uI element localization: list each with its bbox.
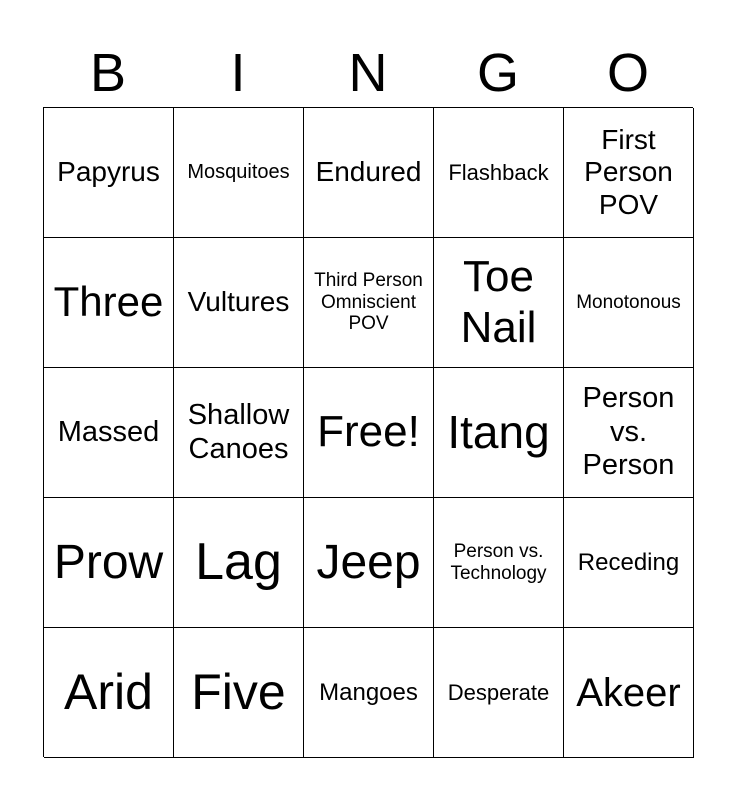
bingo-cell[interactable] [564,628,694,758]
bingo-cell[interactable] [44,368,174,498]
bingo-cell[interactable] [304,628,434,758]
bingo-cell[interactable] [174,238,304,368]
bingo-cell[interactable] [44,108,174,238]
bingo-cell-text: Person vs. Person [582,382,675,482]
bingo-cell-text: Vultures [187,286,290,318]
bingo-cell[interactable] [434,628,564,758]
bingo-cell[interactable] [174,628,304,758]
bingo-cell[interactable] [564,368,694,498]
bingo-cell[interactable] [304,108,434,238]
bingo-cell-text: Arid [64,663,153,720]
bingo-cell-text: Papyrus [57,156,160,188]
bingo-cell[interactable] [304,238,434,368]
bingo-cell-text: Toe Nail [460,251,537,352]
bingo-cell[interactable] [304,368,434,498]
bingo-cell-text: Monotonous [576,291,681,313]
bingo-cell-text: Jeep [316,535,421,589]
bingo-cell[interactable] [434,108,564,238]
bingo-cell-text: Mosquitoes [187,161,290,183]
bingo-cell-text: Itang [447,406,550,459]
bingo-cell-text: Massed [57,415,160,448]
bingo-cell-text: Mangoes [319,678,418,706]
bingo-cell[interactable] [434,498,564,628]
bingo-cell-text: Akeer [576,670,681,715]
bingo-cell[interactable] [434,238,564,368]
header-letter-o: O [606,43,649,103]
header-letter-i: I [230,43,246,103]
bingo-cell-text: Three [53,278,164,326]
bingo-cell-text: Flashback [448,159,549,185]
bingo-cell[interactable] [304,498,434,628]
header-letter-n: N [348,43,388,103]
bingo-cell-text: Third Person Omniscient POV [314,269,423,335]
bingo-cell-text: Lag [195,532,282,591]
header-letter-g: G [476,43,519,103]
bingo-cell[interactable] [174,368,304,498]
bingo-cell-text: Receding [577,548,680,576]
bingo-cell-text: Desperate [447,679,550,705]
bingo-cell-text: Shallow Canoes [187,399,290,465]
bingo-cell[interactable] [564,238,694,368]
bingo-cell[interactable] [44,238,174,368]
bingo-cell[interactable] [174,108,304,238]
bingo-card [43,107,693,757]
header-letter-b: B [89,43,127,103]
bingo-cell-text: Prow [53,535,164,589]
bingo-cell-text: Five [191,663,286,720]
bingo-header [43,38,693,108]
bingo-cell-text: Person vs. Technology [450,540,547,584]
bingo-cell[interactable] [174,498,304,628]
bingo-cell-text: Endured [315,156,422,188]
bingo-cell[interactable] [44,498,174,628]
bingo-cell[interactable] [564,498,694,628]
bingo-cell-text: Free! [317,407,420,457]
bingo-cell[interactable] [44,628,174,758]
bingo-cell[interactable] [564,108,694,238]
bingo-cell[interactable] [434,368,564,498]
bingo-cell-text: First Person POV [584,124,673,220]
